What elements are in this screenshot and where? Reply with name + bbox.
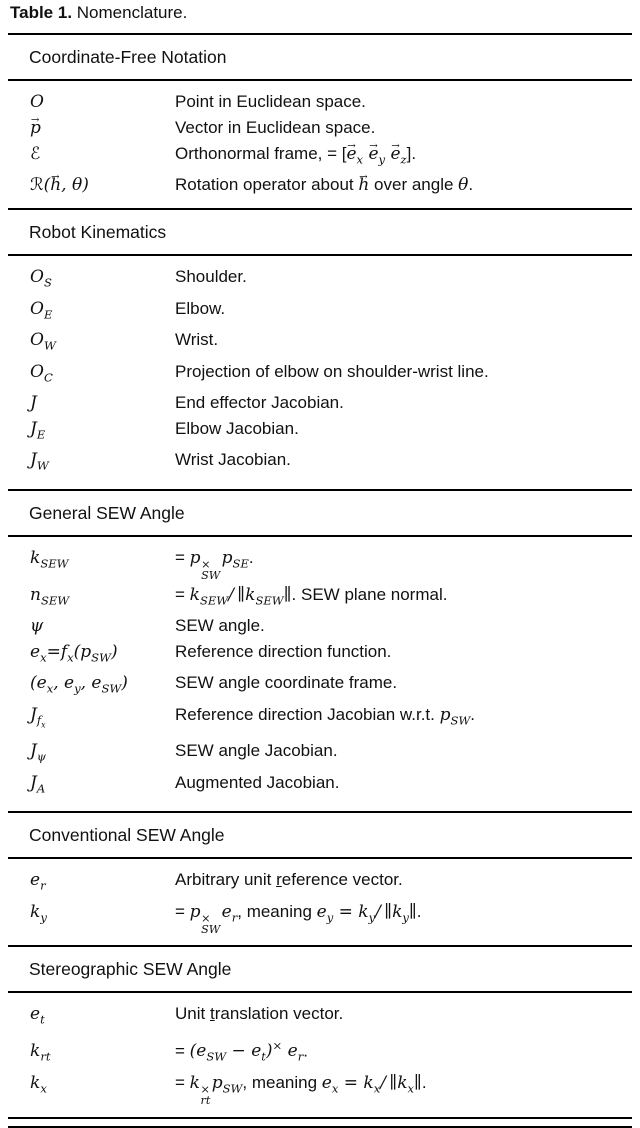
description-cell: Point in Euclidean space.: [175, 92, 366, 111]
table-row: [8, 582, 632, 613]
description-cell: Wrist.: [175, 330, 219, 350]
description-cell: = $(e_{SW} - e_t)^\times$ $e_r$.: [175, 1038, 308, 1064]
description-cell: SEW angle.: [175, 615, 265, 635]
table-row: [8, 447, 632, 478]
symbol-cell: ψ: [30, 615, 44, 636]
symbol-cell: $k_{rt}$: [30, 1041, 51, 1064]
symbol-cell: $n_{SEW}$: [30, 584, 70, 607]
table-row: [8, 770, 632, 801]
table-row: [8, 670, 632, 701]
table-row: [8, 639, 632, 670]
symbol-cell: $O_C$: [30, 361, 53, 384]
symbol-cell: $J_\psi$: [30, 741, 46, 764]
description-cell: Shoulder.: [175, 267, 247, 287]
description-cell: Orthonormal frame, = [$e \to_x$ $e \to_y$ $e \to_z$].: [175, 141, 632, 172]
description-cell: Wrist Jacobian.: [175, 450, 291, 470]
table-row: [8, 264, 632, 295]
description-cell: Projection of elbow on shoulder-wrist line.: [175, 361, 489, 381]
symbol-cell: $k_x$: [30, 1072, 47, 1096]
section-header: [8, 947, 632, 991]
symbol-cell: ℰ: [30, 144, 41, 164]
table-row: [8, 702, 632, 739]
table-section: [8, 35, 632, 210]
table-caption: [8, 0, 632, 33]
table-row: [8, 1001, 632, 1032]
symbol-cell: ($e_x$, $e_y$, $e_{SW}$): [30, 673, 128, 696]
description-cell: Elbow.: [175, 298, 226, 318]
table-row: [8, 1070, 632, 1107]
section-header: [8, 35, 632, 79]
table-row: [8, 172, 632, 198]
section-header-label: Stereographic SEW Angle: [29, 959, 232, 980]
table-section: [8, 813, 632, 947]
description-cell: = p × SW $e_r$, meaning $e_y = k_y/$ $\parallel k_y\parallel$.: [175, 901, 422, 937]
description-cell: Unit translation vector.: [175, 1004, 344, 1024]
symbol-cell: $O_E$: [30, 298, 53, 322]
description-cell: Elbow Jacobian.: [175, 418, 299, 438]
table-section: [8, 947, 632, 1118]
table-row: [8, 416, 632, 447]
section-header: [8, 491, 632, 535]
symbol-cell: p →: [8, 115, 175, 141]
table-row: [8, 545, 632, 582]
symbol-cell: $k_{SEW}$: [30, 547, 69, 571]
table-section: [8, 491, 632, 813]
symbol-cell: $O_S$: [30, 267, 52, 290]
section-rows: [8, 537, 632, 811]
section-rows: [8, 993, 632, 1116]
description-cell: SEW angle coordinate frame.: [175, 673, 398, 693]
table-caption-label: Table 1.: [10, 3, 73, 22]
symbol-cell: O: [30, 92, 44, 112]
table-row: [8, 738, 632, 769]
table-row: [8, 899, 632, 936]
description-cell: = k × rt $p_{SW}$, meaning $e_x = k_x/$ $\parallel k_x\parallel$.: [175, 1072, 427, 1108]
symbol-cell: $J_A$: [30, 772, 46, 796]
symbol-cell: $J_E$: [30, 418, 46, 442]
section-header-label: Robot Kinematics: [29, 222, 167, 243]
description-cell: Reference direction function.: [175, 641, 392, 661]
table-row: [8, 141, 632, 172]
section-header-label: General SEW Angle: [29, 502, 185, 523]
section-header: [8, 210, 632, 254]
description-cell: = p × SW $p_{SE}$.: [175, 547, 254, 583]
description-cell: Augmented Jacobian.: [175, 772, 340, 792]
description-cell: End effector Jacobian.: [175, 392, 344, 412]
symbol-cell: $e_x=f_x(p_{SW})$: [30, 641, 118, 665]
section-header-label: Conventional SEW Angle: [29, 825, 225, 846]
table-body: [8, 35, 632, 1119]
symbol-cell: ℛ(h →, θ): [8, 172, 175, 198]
description-cell: Vector in Euclidean space.: [175, 118, 376, 137]
description-cell: Arbitrary unit reference vector.: [175, 870, 403, 890]
section-header: [8, 813, 632, 857]
symbol-cell: $J_{f_x}$: [30, 704, 46, 730]
symbol-cell: $O_W$: [30, 330, 56, 353]
symbol-cell: $e_r$: [30, 870, 46, 893]
section-rows: [8, 859, 632, 945]
table-row: [8, 867, 632, 898]
description-cell: = $k_{SEW}/$ $\parallel k_{SEW}\parallel$. SEW plane normal.: [175, 584, 448, 607]
table-row: [8, 613, 632, 639]
section-header-label: Coordinate-Free Notation: [29, 47, 227, 67]
symbol-cell: $k_y$: [30, 901, 47, 924]
table-caption-text: Nomenclature.: [76, 3, 188, 22]
symbol-cell: J: [30, 392, 37, 413]
bottom-rule-gap: [8, 1119, 632, 1126]
symbol-cell: $J_W$: [30, 450, 49, 473]
table-row: [8, 115, 632, 141]
table-row: [8, 359, 632, 390]
table-row: [8, 390, 632, 416]
table-row: [8, 89, 632, 115]
table-row: [8, 327, 632, 358]
section-rows: [8, 256, 632, 488]
description-cell: SEW angle Jacobian.: [175, 741, 338, 761]
symbol-cell: $e_t$: [30, 1004, 45, 1027]
section-rows: [8, 81, 632, 208]
table-bottom-rule: [8, 1126, 632, 1128]
table-section: [8, 210, 632, 490]
description-cell: Rotation operator about h → over angle θ.: [175, 172, 632, 198]
description-cell: Reference direction Jacobian w.r.t. $p_{SW}$.: [175, 704, 475, 728]
table-row: [8, 296, 632, 327]
table-row: [8, 1033, 632, 1070]
